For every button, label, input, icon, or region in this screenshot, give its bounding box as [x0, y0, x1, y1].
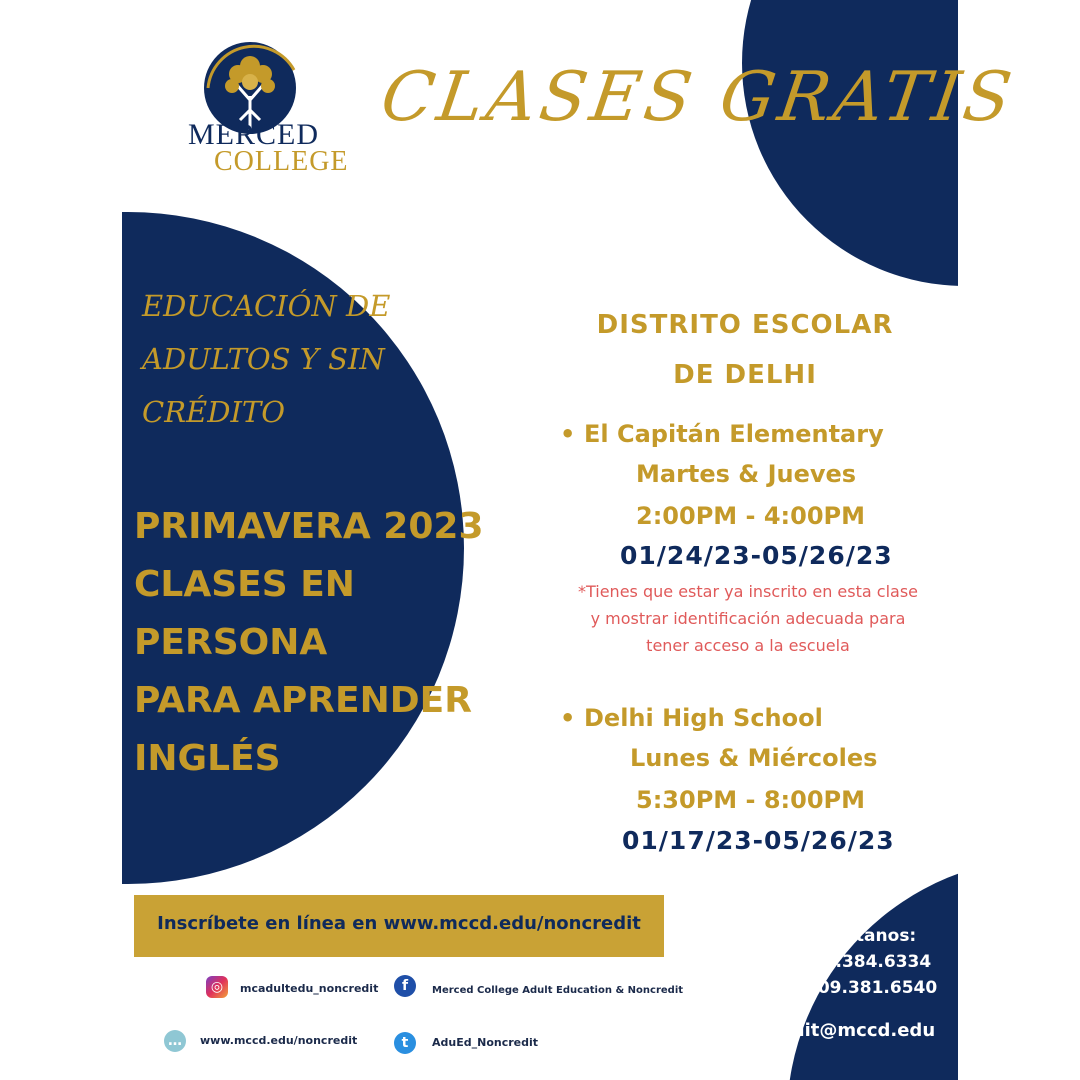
- note-line: *Tienes que estar ya inscrito en esta clase: [577, 582, 918, 601]
- decorative-circle-top: [742, 0, 958, 286]
- district-heading: [570, 300, 920, 400]
- page-title: CLASES GRATIS: [376, 58, 1020, 137]
- school2-days: Lunes & Miércoles: [630, 744, 878, 772]
- twitter-handle[interactable]: AduEd_Noncredit: [432, 1036, 539, 1049]
- logo-text-merced: MERCED: [188, 118, 320, 151]
- instagram-handle[interactable]: mcadultedu_noncredit: [240, 982, 379, 995]
- school2-bullet: •: [560, 704, 576, 732]
- facebook-icon[interactable]: f: [394, 975, 416, 997]
- school1-days: Martes & Jueves: [636, 460, 857, 488]
- school2-dates: 01/17/23-05/26/23: [622, 826, 895, 855]
- note-line: y mostrar identificación adecuada para: [590, 609, 906, 628]
- contact-phone-1[interactable]: 209.384.6334: [800, 952, 932, 972]
- twitter-icon[interactable]: t: [394, 1032, 416, 1054]
- school1-bullet: •: [560, 420, 576, 448]
- contact-email[interactable]: noncredit@mccd.edu: [722, 1020, 936, 1041]
- instagram-icon[interactable]: ◎: [206, 976, 228, 998]
- school1-name: El Capitán Elementary: [584, 420, 884, 448]
- register-banner[interactable]: [134, 895, 664, 957]
- school2-time: 5:30PM - 8:00PM: [636, 786, 866, 814]
- enrollment-note: [550, 578, 946, 659]
- promo-line: PRIMAVERA 2023: [134, 506, 484, 547]
- promo-line: PERSONA: [134, 622, 328, 663]
- promo-line: INGLÉS: [134, 738, 281, 779]
- district-line: DISTRITO ESCOLAR: [596, 310, 894, 340]
- contact-label: Contáctanos:: [790, 926, 917, 946]
- logo-text-college: COLLEGE: [214, 146, 349, 177]
- program-name-line: EDUCACIÓN DE: [142, 289, 391, 323]
- register-text[interactable]: Inscríbete en línea en www.mccd.edu/noncredit: [157, 913, 641, 934]
- website-link[interactable]: www.mccd.edu/noncredit: [200, 1034, 358, 1047]
- facebook-page[interactable]: Merced College Adult Education & Noncredit: [432, 985, 684, 996]
- district-line: DE DELHI: [673, 360, 817, 390]
- program-name-line: CRÉDITO: [142, 395, 286, 429]
- promo-heading: [134, 498, 514, 788]
- promo-line: CLASES EN: [134, 564, 355, 605]
- program-name: [142, 280, 442, 439]
- school1-time: 2:00PM - 4:00PM: [636, 502, 866, 530]
- school1-dates: 01/24/23-05/26/23: [620, 541, 893, 570]
- chat-web-icon[interactable]: …: [164, 1030, 186, 1052]
- program-name-line: ADULTOS Y SIN: [142, 342, 385, 376]
- school2-name: Delhi High School: [584, 704, 823, 732]
- note-line: tener acceso a la escuela: [646, 636, 850, 655]
- promo-line: PARA APRENDER: [134, 680, 472, 721]
- contact-phone-2[interactable]: 209.381.6540: [806, 978, 938, 998]
